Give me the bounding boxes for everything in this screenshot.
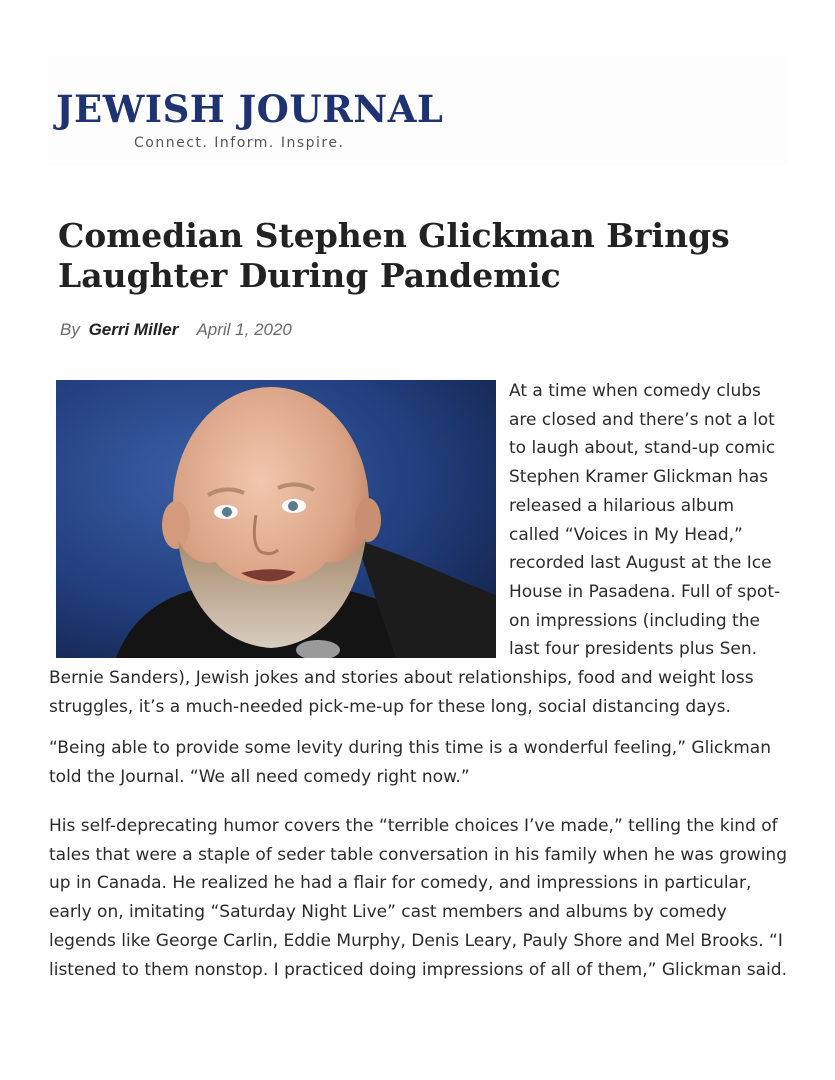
paragraph-1-full — [49, 664, 809, 721]
text-line: are closed and there’s not a lot — [509, 409, 775, 430]
text-line: House in Pasadena. Full of spot- — [509, 581, 781, 602]
portrait-photo-icon — [56, 380, 496, 658]
text-line: told the Journal. “We all need comedy right now.” — [49, 766, 470, 787]
headline-line: Comedian Stephen Glickman Brings — [58, 216, 730, 255]
text-line: early on, imitating “Saturday Night Live” cast members and albums by comedy — [49, 902, 727, 923]
text-line: legends like George Carlin, Eddie Murphy, Denis Leary, Pauly Shore and Mel Brooks. “I — [49, 930, 783, 951]
site-tagline: Connect. Inform. Inspire. — [134, 135, 345, 151]
text-line: tales that were a staple of seder table conversation in his family when he was growing — [49, 844, 787, 865]
article-headline — [58, 216, 778, 296]
text-line: on impressions (including the — [509, 610, 760, 631]
byline-prefix: By — [60, 320, 80, 339]
text-line: released a hilarious album — [509, 495, 735, 516]
masthead — [48, 55, 788, 165]
text-line: At a time when comedy clubs — [509, 381, 761, 401]
text-line: Bernie Sanders), Jewish jokes and stories about relationships, food and weight loss — [49, 668, 754, 688]
headline-line: Laughter During Pandemic — [58, 256, 561, 295]
text-line: called “Voices in My Head,” — [509, 524, 743, 545]
site-logo[interactable]: JEWISH JOURNAL — [56, 87, 444, 131]
text-line: last four presidents plus Sen. — [509, 639, 757, 660]
text-line: up in Canada. He realized he had a flair for comedy, and impressions in particular, — [49, 873, 752, 894]
paragraph-1-wrap — [509, 377, 799, 664]
text-line: His self-deprecating humor covers the “terrible choices I’ve made,” telling the kind of — [49, 816, 778, 836]
paragraph-3 — [49, 812, 809, 984]
text-line: “Being able to provide some levity during this time is a wonderful feeling,” Glickman — [49, 738, 771, 758]
text-line: recorded last August at the Ice — [509, 553, 772, 574]
byline — [60, 320, 292, 340]
paragraph-2 — [49, 734, 809, 791]
text-line: Stephen Kramer Glickman has — [509, 467, 769, 488]
text-line: struggles, it’s a much-needed pick-me-up for these long, social distancing days. — [49, 696, 731, 717]
author-link[interactable]: Gerri Miller — [88, 320, 179, 339]
article-photo — [56, 380, 496, 658]
text-line: to laugh about, stand-up comic — [509, 438, 776, 459]
text-line: listened to them nonstop. I practiced doing impressions of all of them,” Glickman said. — [49, 959, 787, 980]
publish-date: April 1, 2020 — [196, 320, 292, 339]
